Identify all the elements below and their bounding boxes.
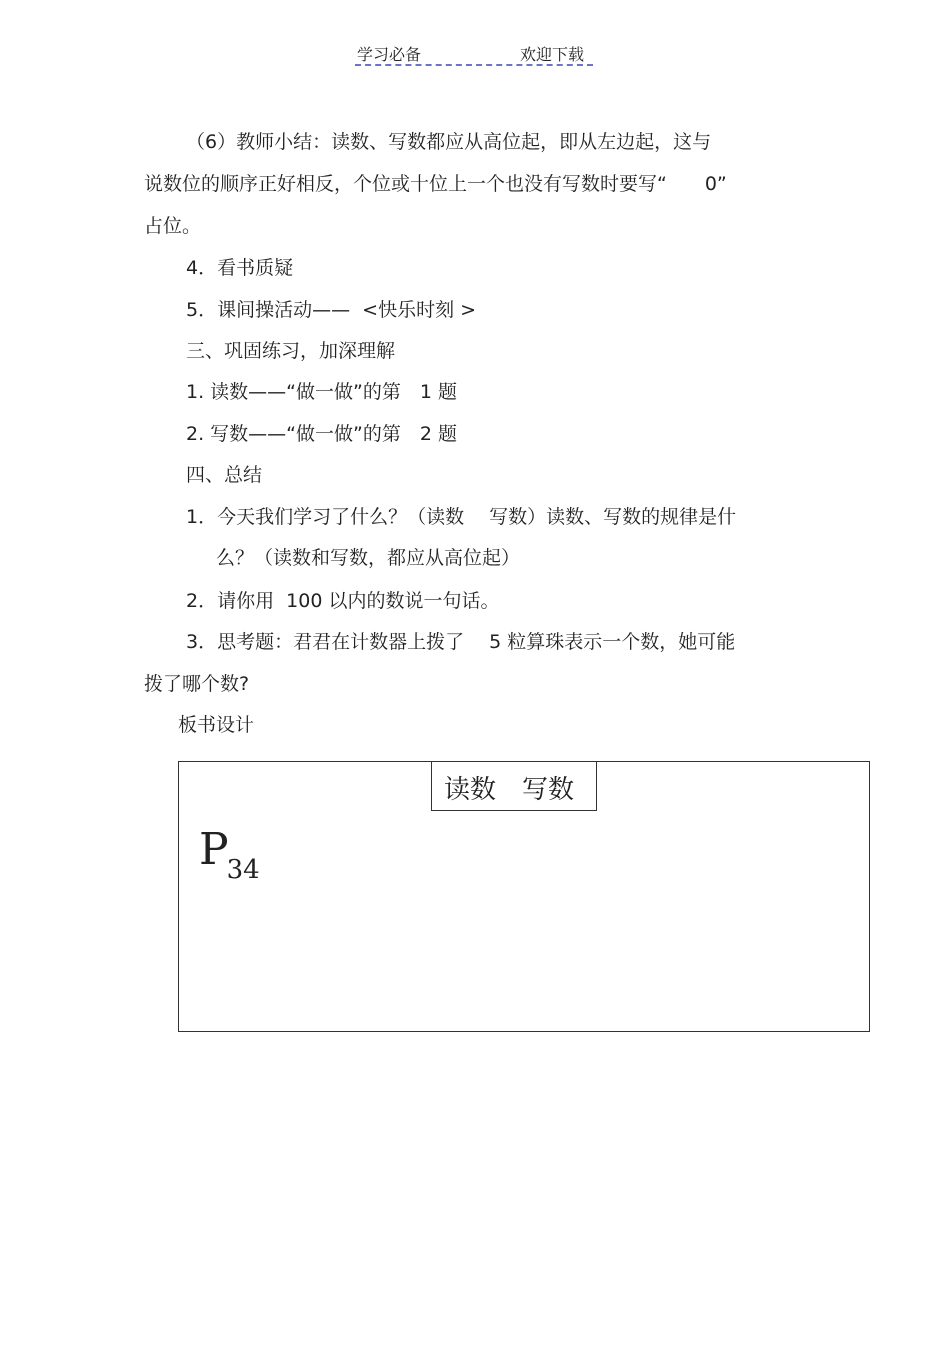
board-title: 读数 写数 [431,761,597,811]
page-ref-number: 34 [226,855,260,885]
text-line: 2. 写数——“做一做”的第 2 题 [186,423,457,445]
text-line: 么？（读数和写数，都应从高位起） [216,547,521,569]
section-heading: 三、巩固练习，加深理解 [186,340,396,362]
page-reference [199,824,260,892]
text-line: 2．请你用 100 以内的数说一句话。 [186,590,500,612]
text-line: 占位。 [144,215,202,237]
board-design-label: 板书设计 [178,714,255,736]
text-line: 1．今天我们学习了什么？（读数 写数）读数、写数的规律是什 [186,506,737,528]
section-heading: 四、总结 [186,464,263,486]
page-header [355,40,593,66]
text-line: 拨了哪个数? [144,673,250,695]
text-line: 5．课间操活动—— <快乐时刻 > [186,299,477,321]
text-line: 1. 读数——“做一做”的第 1 题 [186,381,457,403]
header-left-text: 学习必备 [357,45,422,64]
text-line: 说数位的顺序正好相反，个位或十位上一个也没有写数时要写“ 0” [144,173,727,195]
header-right-text: 欢迎下载 [520,45,585,64]
blackboard-design-box [178,761,870,1032]
text-line: 4．看书质疑 [186,257,294,279]
text-line: 3．思考题：君君在计数器上拨了 5 粒算珠表示一个数，她可能 [186,631,736,653]
page-ref-letter: P [199,824,229,875]
text-line: （6）教师小结：读数、写数都应从高位起，即从左边起，这与 [186,131,712,153]
